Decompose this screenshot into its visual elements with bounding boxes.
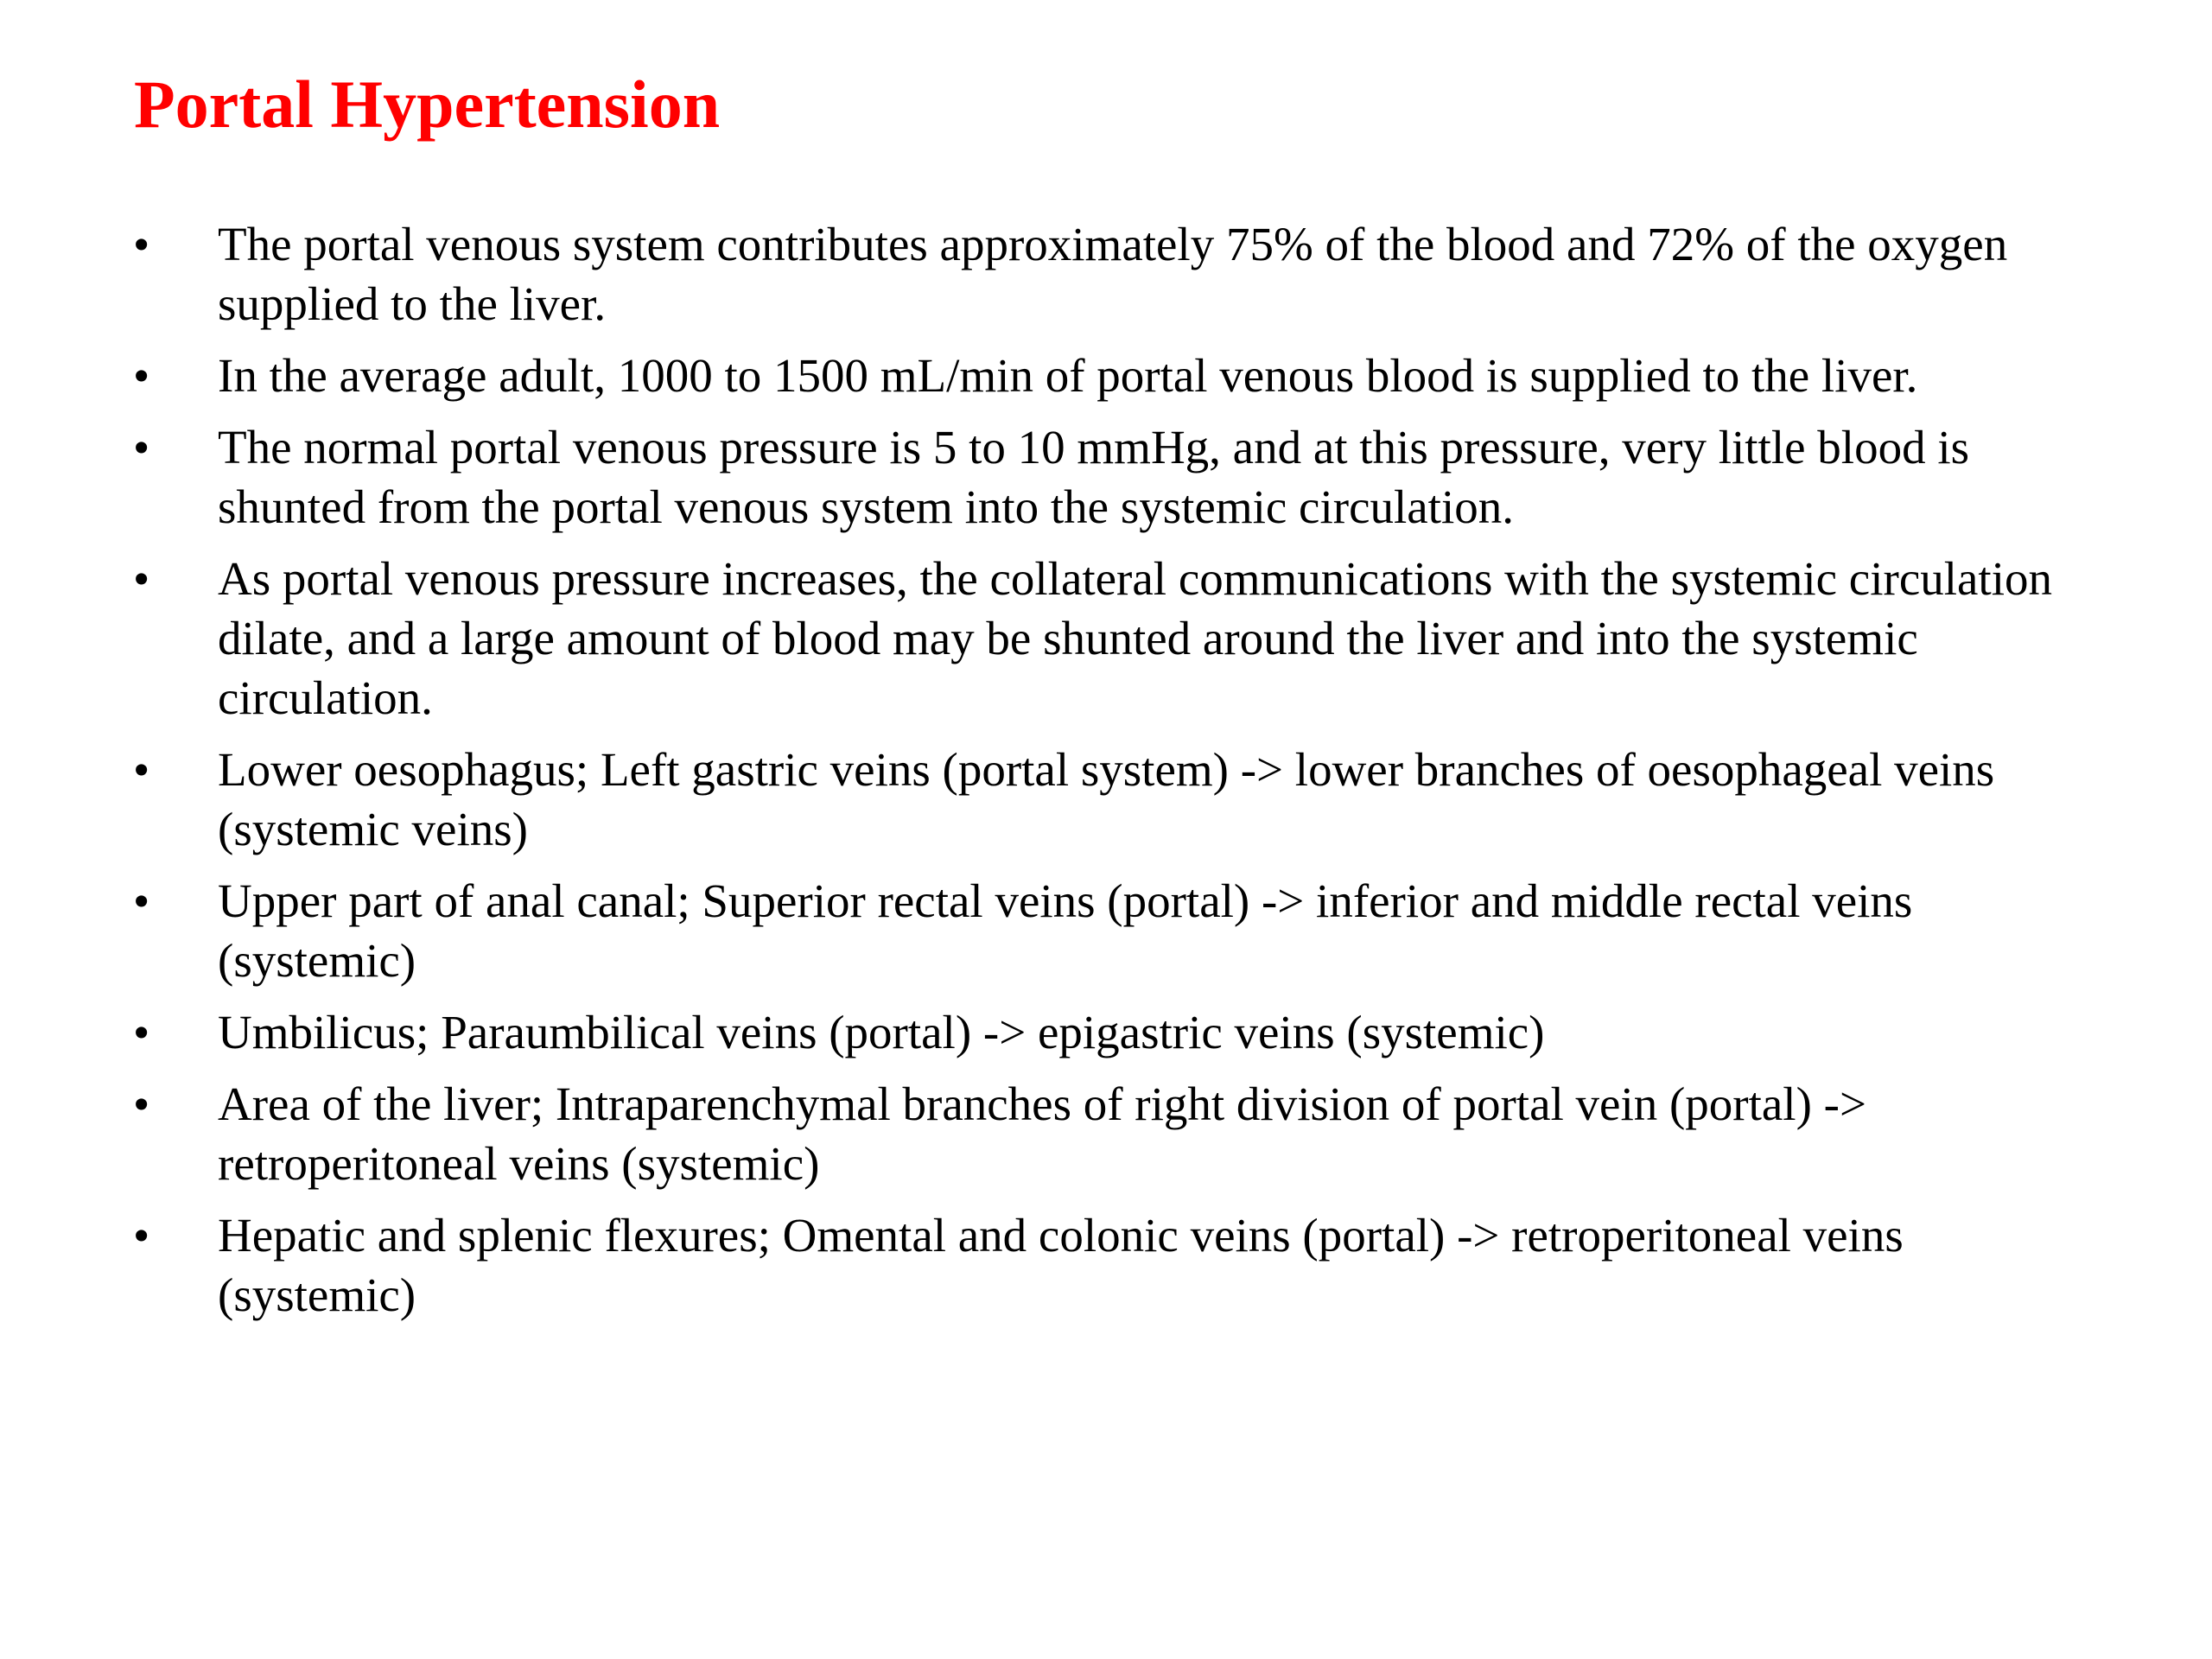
bullet-text: Area of the liver; Intraparenchymal branches of right division of portal vein (portal) -> retroperitoneal veins (systemic)	[218, 1077, 1866, 1190]
bullet-text: The normal portal venous pressure is 5 to 10 mmHg, and at this pressure, very little blood is shunted from the portal venous system into the systemic circulation.	[218, 421, 1969, 533]
bullet-icon: •	[133, 218, 150, 270]
bullet-text: As portal venous pressure increases, the collateral communications with the systemic circulation dilate, and a large amount of blood may be shunted around the liver and into the systemic circulation.	[218, 552, 2052, 724]
bullet-item	[0, 346, 2107, 405]
bullet-item	[0, 871, 2107, 990]
bullet-icon: •	[133, 743, 150, 796]
bullet-text: Umbilicus; Paraumbilical veins (portal) -> epigastric veins (systemic)	[218, 1006, 1545, 1058]
bullet-text: The portal venous system contributes approximately 75% of the blood and 72% of the oxygen supplied to the liver.	[218, 218, 2008, 330]
bullet-text: Upper part of anal canal; Superior rectal veins (portal) -> inferior and middle rectal veins (systemic)	[218, 874, 1913, 987]
bullet-icon: •	[133, 552, 150, 605]
bullet-item	[0, 214, 2107, 334]
bullet-item	[0, 549, 2107, 728]
bullet-text: Lower oesophagus; Left gastric veins (portal system) -> lower branches of oesophageal veins (systemic veins)	[218, 743, 1995, 855]
bullet-list	[0, 214, 2212, 1337]
slide-title: Portal Hypertension	[134, 67, 721, 142]
bullet-text: Hepatic and splenic flexures; Omental and colonic veins (portal) -> retroperitoneal veins (systemic)	[218, 1209, 1904, 1321]
bullet-icon: •	[133, 349, 150, 402]
bullet-icon: •	[133, 1077, 150, 1130]
bullet-item	[0, 1205, 2107, 1325]
bullet-item	[0, 1074, 2107, 1193]
bullet-icon: •	[133, 421, 150, 474]
bullet-icon: •	[133, 874, 150, 927]
bullet-icon: •	[133, 1006, 150, 1058]
bullet-item	[0, 417, 2107, 537]
bullet-icon: •	[133, 1209, 150, 1262]
bullet-item	[0, 1002, 2107, 1062]
bullet-item	[0, 740, 2107, 859]
bullet-text: In the average adult, 1000 to 1500 mL/min of portal venous blood is supplied to the liver.	[218, 349, 1918, 402]
